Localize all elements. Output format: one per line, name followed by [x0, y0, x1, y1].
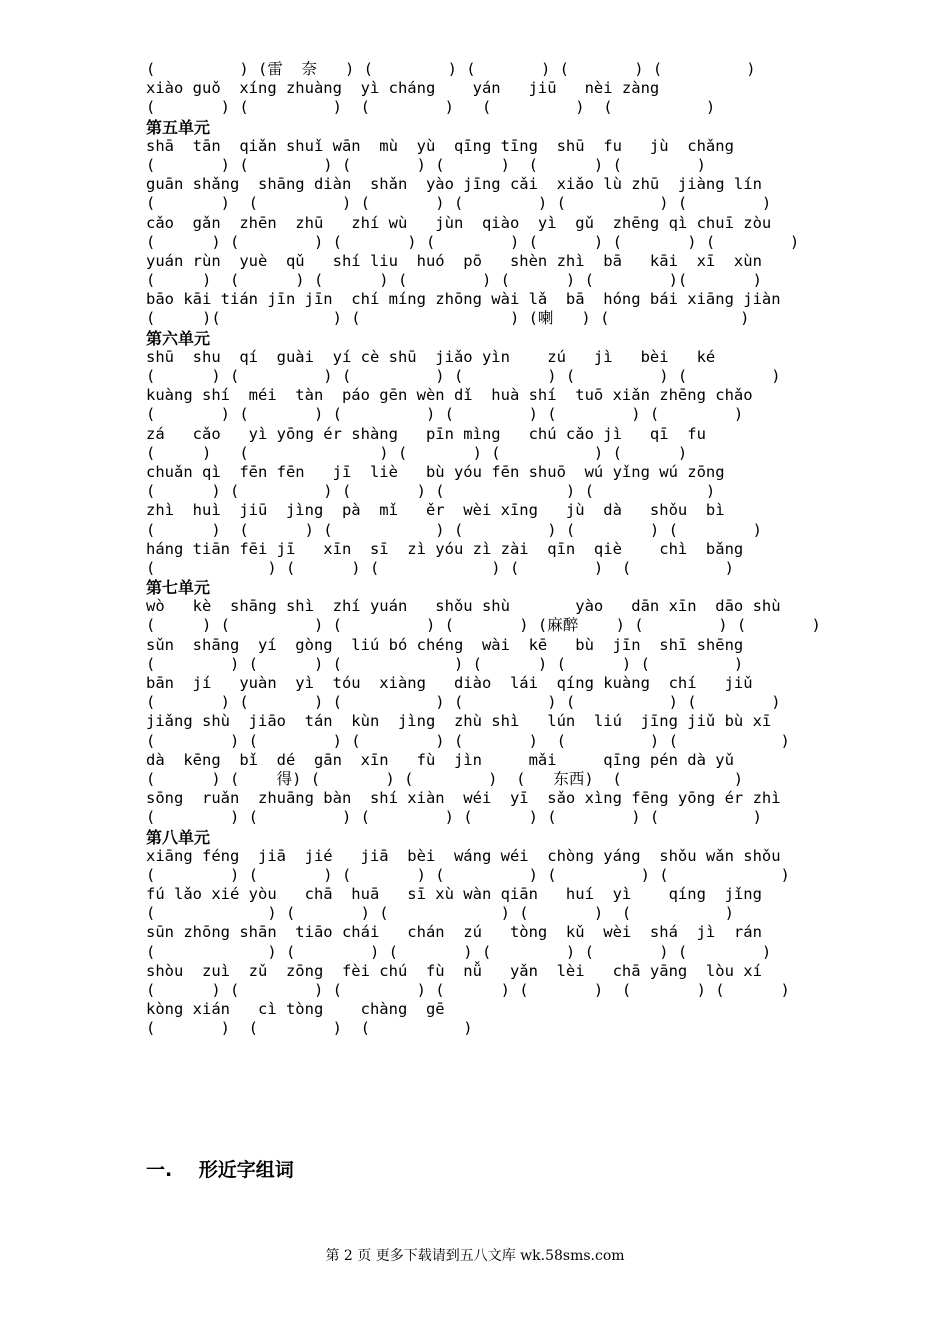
pinyin-line: bān jí yuàn yì tóu xiàng diào lái qíng kuàng chí jiǔ	[146, 674, 753, 692]
pinyin-line: kòng xián cì tòng chàng gē	[146, 1000, 445, 1019]
section-title: 形近字组词	[198, 1159, 294, 1181]
section-number: 一.	[146, 1159, 173, 1181]
pinyin-line: shòu zuì zǔ zōng fèi chú fù nǚ yǎn lèi chā yāng lòu xí	[146, 961, 762, 980]
pinyin-line: wò kè shāng shì zhí yuán shǒu shù yào dān xīn dāo shù	[146, 597, 781, 616]
pinyin-line: xiào guǒ xíng zhuàng yì cháng yán jiū nèi zàng	[146, 79, 660, 98]
pinyin-line: sōng ruǎn zhuāng bàn shí xiàn wéi yī sǎo xìng fēng yōng ér zhì	[146, 789, 781, 808]
answer-blank-line: ( ) ( ) ( ) ( ) ( ) ( )	[146, 693, 781, 712]
answer-blank-line: ( ) ( ) ( ) ( ) ( )	[146, 443, 688, 462]
answer-blank-line: ( ) ( ) ( ) ( ) ( ) ( )	[146, 155, 706, 174]
answer-blank-line: ( ) ( ) ( ) ( ) ( )	[146, 98, 716, 117]
pinyin-line: chuǎn qì fēn fēn jī liè bù yóu fēn shuō wú yǐng wú zōng	[146, 462, 725, 481]
answer-blank-line: ( ) ( ) ( ) ( ) ( )	[146, 558, 734, 577]
pinyin-line: sǔn shāng yí gòng liú bó chéng wài kē bù jīn shī shēng	[146, 635, 744, 654]
unit-heading: 第八单元	[146, 827, 211, 847]
answer-blank-line: ( ) ( ) ( ) ( ) ( ) ( ) ( )	[146, 232, 800, 251]
answer-blank-line: ( ) ( ) ( ) ( ) ( ) ( )	[146, 942, 772, 961]
answer-blank-line: ( ) ( ) ( )	[146, 1019, 473, 1038]
answer-blank-line: ( ) ( ) ( ) ( ) ( ) ( )	[146, 194, 772, 213]
section-heading	[146, 1155, 294, 1182]
answer-blank-line: ( ) ( ) ( ) ( ) ( ) ( )	[146, 405, 744, 424]
answer-blank-line: ( ) ( ) ( ) ( ) ( )	[146, 904, 734, 923]
answer-blank-line: ( ) ( ) ( ) ( ) ( ) ( )	[146, 654, 744, 673]
answer-blank-line: ( ) ( ) ( ) ( ) ( ) ( )	[146, 731, 790, 750]
pinyin-line: jiǎng shù jiāo tán kùn jìng zhù shì lún liú jīng jiǔ bù xī	[146, 712, 772, 731]
pinyin-exercise-body	[146, 60, 826, 1039]
pinyin-line: háng tiān fēi jī xīn sī zì yóu zì zài qīn qiè chì bǎng	[146, 539, 744, 558]
pinyin-line: shū shu qí guài yí cè shū jiǎo yìn zú jì bèi ké	[146, 347, 716, 366]
answer-blank-line: ( ) ( ) ( ) ( ) ( ) ( )	[146, 808, 762, 827]
pinyin-line: dà kēng bǐ dé gān xīn fù jìn mǎi qīng pén dà yǔ	[146, 750, 734, 769]
answer-blank-line: ( ) ( 得) ( ) ( ) ( 东西) ( )	[146, 769, 744, 788]
unit-heading: 第五单元	[146, 117, 211, 137]
pinyin-line: sūn zhōng shān tiāo chái chán zú tòng kǔ wèi shá jì rán	[146, 923, 762, 942]
answer-blank-line: ( ) ( ) ( ) ( ) ( ) ( ) ( )	[146, 981, 790, 999]
answer-blank-line: ( ) (雷 奈 ) ( ) ( ) ( ) ( )	[146, 60, 756, 78]
pinyin-line: zhì huì jiū jìng pà mǐ ěr wèi xīng jù dà shǒu bì	[146, 501, 725, 520]
answer-blank-line: ( )( ) ( ) (喇 ) ( )	[146, 309, 750, 328]
unit-heading: 第六单元	[146, 328, 211, 348]
answer-blank-line: ( ) ( ) ( ) ( ) ( )	[146, 482, 716, 501]
pinyin-line: zá cǎo yì yōng ér shàng pīn mìng chú cǎo jì qī fu	[146, 424, 706, 443]
pinyin-line: fú lǎo xié yòu chā huā sī xù wàn qiān huí yì qíng jǐng	[146, 885, 762, 904]
page-footer: 第 2 页 更多下载请到五八文库 wk.58sms.com	[325, 1248, 625, 1264]
pinyin-line: guān shǎng shāng diàn shǎn yào jīng cǎi xiǎo lù zhū jiàng lín	[146, 175, 762, 194]
answer-blank-line: ( ) ( ) ( ) ( ) ( ) ( )	[146, 865, 790, 884]
answer-blank-line: ( ) ( ) ( ) ( ) ( ) ( )	[146, 520, 762, 539]
pinyin-line: xiāng féng jiā jié jiā bèi wáng wéi chòng yáng shǒu wǎn shǒu	[146, 846, 781, 865]
pinyin-line: yuán rùn yuè qǔ shí liu huó pō shèn zhì bā kāi xī xùn	[146, 251, 762, 270]
pinyin-line: kuàng shí méi tàn páo gēn wèn dǐ huà shí tuō xiǎn zhēng chǎo	[146, 386, 753, 405]
pinyin-line: bāo kāi tián jīn jīn chí míng zhōng wài lǎ bā hóng bái xiāng jiàn	[146, 290, 781, 309]
unit-heading: 第七单元	[146, 578, 211, 598]
answer-blank-line: ( ) ( ) ( ) ( ) (麻醉 ) ( ) ( )	[146, 616, 821, 635]
pinyin-line: cǎo gǎn zhēn zhū zhí wù jùn qiào yì gǔ zhēng qì chuī zòu	[146, 213, 772, 232]
answer-blank-line: ( ) ( ) ( ) ( ) ( ) ( )( )	[146, 271, 762, 290]
answer-blank-line: ( ) ( ) ( ) ( ) ( ) ( )	[146, 367, 781, 385]
pinyin-line: shā tān qiǎn shuǐ wān mù yù qīng tīng shū fu jù chǎng	[146, 136, 734, 155]
